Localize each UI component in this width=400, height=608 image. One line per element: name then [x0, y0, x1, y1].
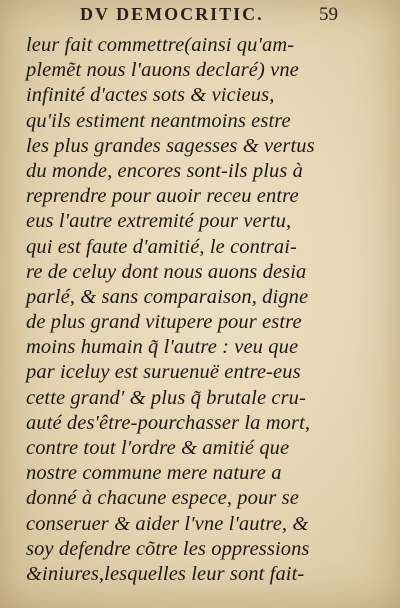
- text-line: parlé, & sans comparaison, digne: [26, 285, 309, 308]
- text-line: cette grand' & plus q̃ brutale cru-: [26, 386, 306, 409]
- running-head: DV DEMOCRITIC.: [80, 4, 264, 24]
- text-line: soy defendre cõtre les oppressions: [26, 537, 310, 560]
- text-line: nostre commune mere nature a: [26, 462, 282, 485]
- text-line: re de celuy dont nous auons desia: [26, 260, 307, 283]
- text-line: les plus grandes sagesses & vertus: [26, 134, 315, 157]
- text-line: qui est faute d'amitié, le contrai-: [26, 235, 297, 258]
- text-line: donné à chacune espece, pour se: [26, 487, 299, 510]
- text-line: de plus grand vitupere pour estre: [26, 311, 302, 334]
- text-line: infinité d'actes sots & vicieus,: [26, 84, 275, 107]
- page-number: 59: [319, 4, 338, 25]
- text-line: plemẽt nous l'auons declaré) vne: [26, 59, 299, 82]
- body-text: [26, 33, 326, 587]
- text-line: conseruer & aider l'vne l'autre, &: [26, 512, 309, 535]
- text-line: contre tout l'ordre & amitié que: [26, 437, 290, 459]
- page-header: [80, 4, 338, 26]
- text-line: eus l'autre extremité pour vertu,: [26, 210, 292, 233]
- text-line: par iceluy est suruenuë entre-eus: [26, 361, 301, 384]
- text-line: moins humain q̃ l'autre : veu que: [26, 336, 299, 359]
- text-line: reprendre pour auoir receu entre: [26, 185, 299, 208]
- text-line: auté des'être-pourchasser la mort,: [26, 411, 311, 434]
- text-line: qu'ils estiment neantmoins estre: [26, 109, 291, 132]
- text-line: leur fait commettre(ainsi qu'am-: [26, 34, 295, 56]
- text-line: &iniures,lesquelles leur sont fait-: [26, 562, 305, 585]
- text-line: du monde, encores sont-ils plus à: [26, 159, 303, 182]
